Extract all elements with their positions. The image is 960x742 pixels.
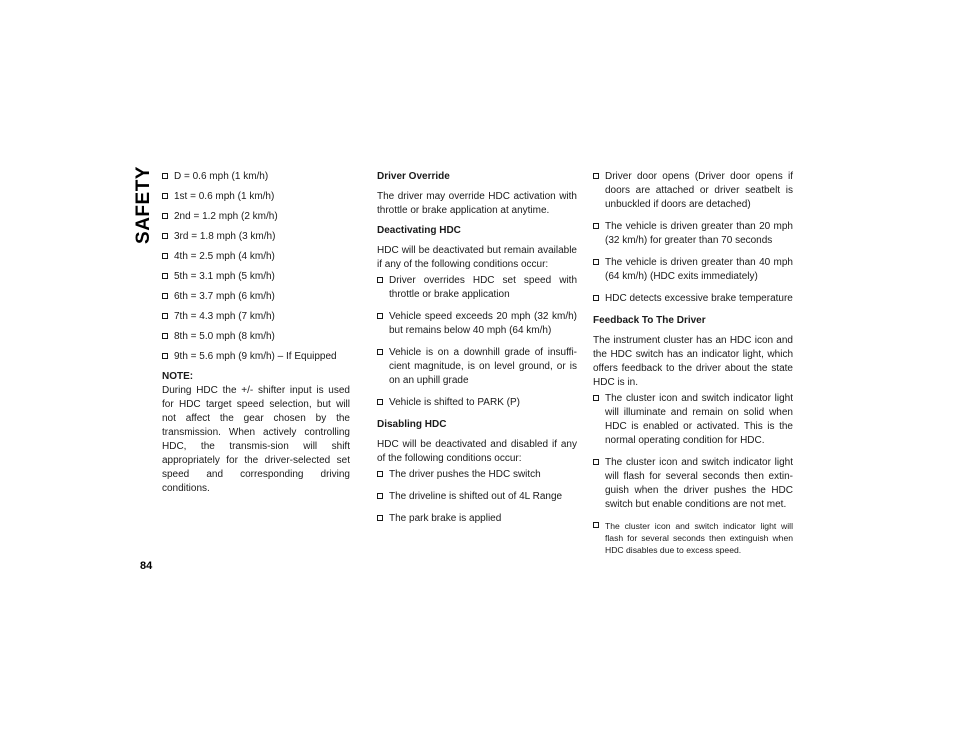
list-item: 4th = 2.5 mph (4 km/h) bbox=[162, 250, 350, 264]
checkbox-bullet-icon bbox=[377, 313, 383, 319]
feedback-heading: Feedback To The Driver bbox=[593, 315, 706, 326]
checkbox-bullet-icon bbox=[162, 293, 168, 299]
section-tab bbox=[132, 166, 156, 244]
checkbox-bullet-icon bbox=[162, 273, 168, 279]
checkbox-bullet-icon bbox=[162, 173, 168, 179]
list-item: HDC detects excessive brake temperature bbox=[593, 292, 793, 306]
feedback-list bbox=[593, 392, 793, 556]
column-1 bbox=[162, 170, 350, 496]
list-item: The driveline is shifted out of 4L Range bbox=[377, 490, 577, 504]
list-item: The cluster icon and switch indicator light will flash for several seconds then extinguish when HDC disables due to excess speed. bbox=[593, 520, 793, 556]
driver-override-heading: Driver Override bbox=[377, 171, 450, 182]
checkbox-bullet-icon bbox=[162, 333, 168, 339]
checkbox-bullet-icon bbox=[593, 459, 599, 465]
checkbox-bullet-icon bbox=[593, 295, 599, 301]
list-item: D = 0.6 mph (1 km/h) bbox=[162, 170, 350, 184]
deactivating-hdc-heading: Deactivating HDC bbox=[377, 225, 461, 236]
list-item: Vehicle speed exceeds 20 mph (32 km/h) but remains below 40 mph (64 km/h) bbox=[377, 310, 577, 338]
list-item: 5th = 3.1 mph (5 km/h) bbox=[162, 270, 350, 284]
column-3 bbox=[593, 170, 793, 564]
list-item: The cluster icon and switch indicator light will illuminate and remain on solid when HDC is enabled or activated. This is the normal operating condition for HDC. bbox=[593, 392, 793, 448]
checkbox-bullet-icon bbox=[593, 522, 599, 528]
checkbox-bullet-icon bbox=[377, 277, 383, 283]
note-text: During HDC the +/- shifter input is used for HDC target speed selection, but will not affect the gear chosen by the transmission. When actively controlling HDC, the transmis-sion will shift appropriately for the driver-selected set speed and corresponding driving conditions. bbox=[162, 385, 350, 494]
checkbox-bullet-icon bbox=[162, 253, 168, 259]
page-number: 84 bbox=[140, 560, 153, 572]
checkbox-bullet-icon bbox=[377, 471, 383, 477]
checkbox-bullet-icon bbox=[593, 173, 599, 179]
checkbox-bullet-icon bbox=[377, 399, 383, 405]
list-item: Vehicle is shifted to PARK (P) bbox=[377, 396, 577, 410]
checkbox-bullet-icon bbox=[377, 349, 383, 355]
checkbox-bullet-icon bbox=[162, 213, 168, 219]
checkbox-bullet-icon bbox=[377, 493, 383, 499]
checkbox-bullet-icon bbox=[162, 233, 168, 239]
deactivating-conditions-list bbox=[377, 274, 577, 410]
list-item: Driver door opens (Driver door opens if doors are attached or driver seatbelt is unbuckled if doors are detached) bbox=[593, 170, 793, 212]
checkbox-bullet-icon bbox=[593, 259, 599, 265]
section-title: SAFETY bbox=[133, 166, 155, 244]
list-item: The vehicle is driven greater than 20 mph (32 km/h) for greater than 70 seconds bbox=[593, 220, 793, 248]
list-item: The driver pushes the HDC switch bbox=[377, 468, 577, 482]
note-label: NOTE: bbox=[162, 371, 194, 382]
checkbox-bullet-icon bbox=[377, 515, 383, 521]
list-item: The park brake is applied bbox=[377, 512, 577, 526]
feedback-text: The instrument cluster has an HDC icon and the HDC switch has an indicator light, which offers feedback to the driver about the state HDC is in. bbox=[593, 335, 793, 388]
list-item: Vehicle is on a downhill grade of insuffi-cient magnitude, is on level ground, or is on an uphill grade bbox=[377, 346, 577, 388]
checkbox-bullet-icon bbox=[162, 353, 168, 359]
target-speed-list bbox=[162, 170, 350, 364]
list-item: The vehicle is driven greater than 40 mph (64 km/h) (HDC exits immediately) bbox=[593, 256, 793, 284]
list-item: 9th = 5.6 mph (9 km/h) – If Equipped bbox=[162, 350, 350, 364]
list-item: The cluster icon and switch indicator light will flash for several seconds then extin-guish when the driver pushes the HDC switch but enable conditions are not met. bbox=[593, 456, 793, 512]
list-item: 6th = 3.7 mph (6 km/h) bbox=[162, 290, 350, 304]
disabling-hdc-heading: Disabling HDC bbox=[377, 419, 447, 430]
list-item: 2nd = 1.2 mph (2 km/h) bbox=[162, 210, 350, 224]
disabling-hdc-text: HDC will be deactivated and disabled if any of the following conditions occur: bbox=[377, 439, 577, 464]
list-item: 1st = 0.6 mph (1 km/h) bbox=[162, 190, 350, 204]
column-2 bbox=[377, 170, 577, 534]
disabling-conditions-list-continued bbox=[593, 170, 793, 306]
checkbox-bullet-icon bbox=[162, 193, 168, 199]
disabling-conditions-list bbox=[377, 468, 577, 526]
driver-override-text: The driver may override HDC activation with throttle or brake application at anytime. bbox=[377, 191, 577, 216]
list-item: Driver overrides HDC set speed with throttle or brake application bbox=[377, 274, 577, 302]
list-item: 3rd = 1.8 mph (3 km/h) bbox=[162, 230, 350, 244]
list-item: 8th = 5.0 mph (8 km/h) bbox=[162, 330, 350, 344]
checkbox-bullet-icon bbox=[593, 395, 599, 401]
list-item: 7th = 4.3 mph (7 km/h) bbox=[162, 310, 350, 324]
checkbox-bullet-icon bbox=[162, 313, 168, 319]
deactivating-hdc-text: HDC will be deactivated but remain available if any of the following conditions occur: bbox=[377, 245, 577, 270]
checkbox-bullet-icon bbox=[593, 223, 599, 229]
